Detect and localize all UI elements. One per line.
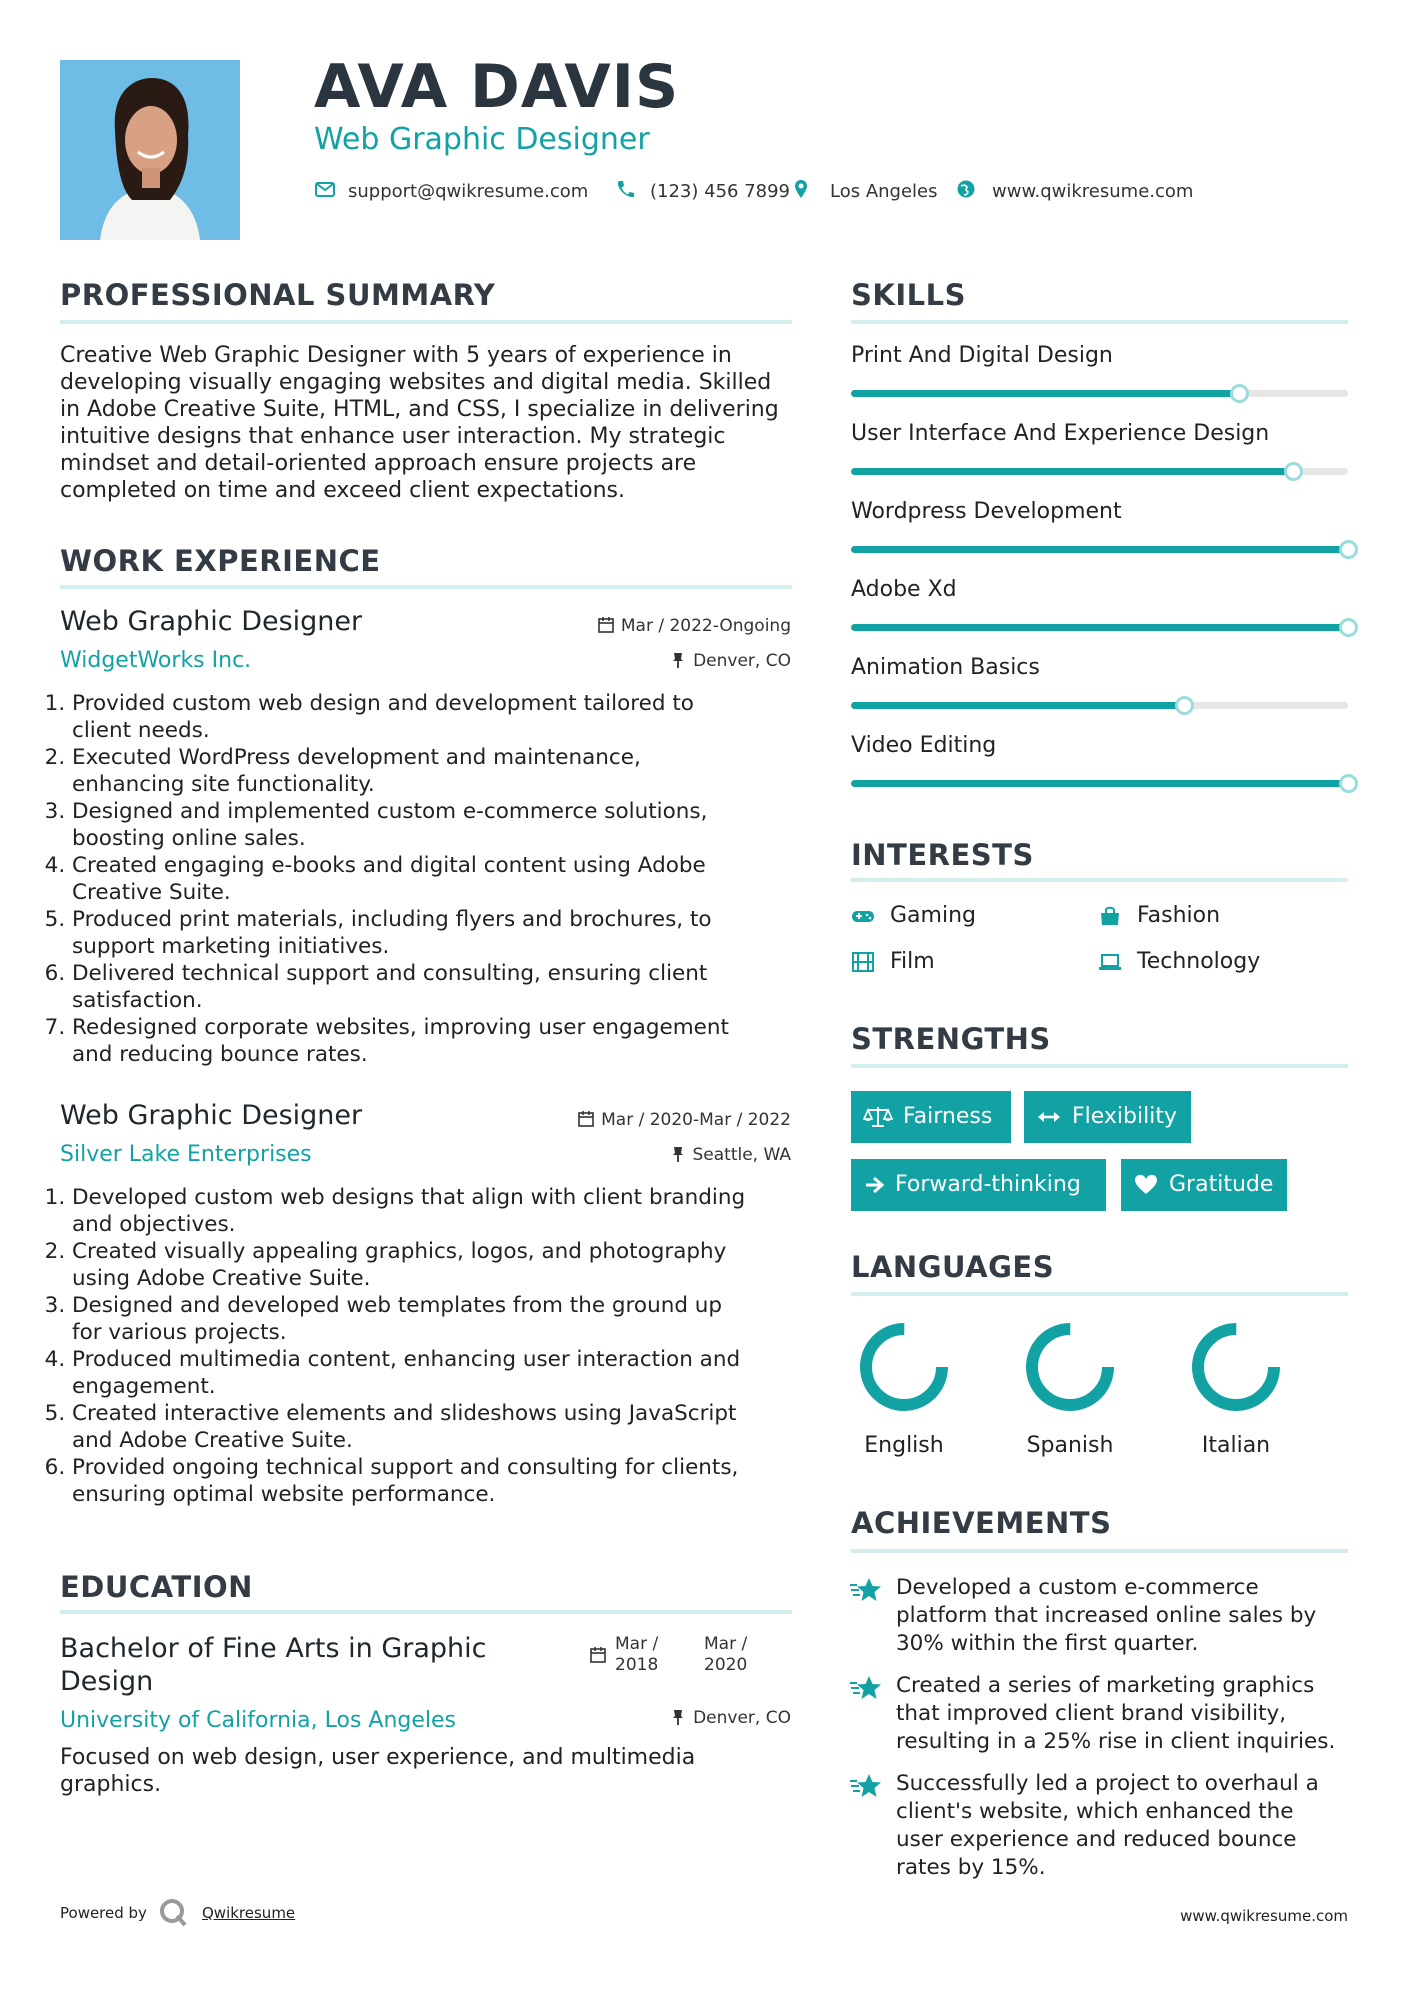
skills-divider xyxy=(851,320,1348,324)
star-trophy-icon xyxy=(849,1674,883,1704)
language-label: Spanish xyxy=(1026,1433,1114,1458)
strength-chip-forward-thinking: Forward-thinking xyxy=(851,1159,1106,1211)
job-2-location xyxy=(671,1145,792,1165)
profile-photo xyxy=(60,60,240,240)
school-name: University of California, Los Angeles xyxy=(60,1708,457,1733)
double-arrow-icon xyxy=(1036,1105,1062,1129)
skill-label: User Interface And Experience Design xyxy=(851,421,1270,446)
degree-line: Design xyxy=(60,1666,154,1697)
interest-technology: Technology xyxy=(1098,949,1260,974)
duty-item: 1. Developed custom web designs that align with client branding and objectives. xyxy=(72,1184,812,1238)
film-icon xyxy=(851,951,875,973)
phone-icon xyxy=(614,178,636,200)
summary-line: developing visually engaging websites and digital media. Skilled xyxy=(60,370,772,395)
pin-icon xyxy=(671,651,685,669)
summary-text xyxy=(60,342,800,504)
interests-divider xyxy=(851,878,1348,882)
skill-label: Wordpress Development xyxy=(851,499,1122,524)
shopping-bag-icon xyxy=(1098,905,1122,927)
skill-label: Video Editing xyxy=(851,733,997,758)
experience-divider xyxy=(60,585,792,589)
pin-icon xyxy=(671,1708,685,1726)
duty-item: 4. Produced multimedia content, enhancing user interaction and engagement. xyxy=(72,1346,812,1400)
duty-item: 5. Created interactive elements and slideshows using JavaScript and Adobe Creative Suite. xyxy=(72,1400,812,1454)
duty-item: 7. Redesigned corporate websites, improving user engagement and reducing bounce rates. xyxy=(72,1014,812,1068)
contact-email[interactable]: support@qwikresume.com xyxy=(348,181,589,202)
duty-item: 2. Created visually appealing graphics, logos, and photography using Adobe Creative Suite. xyxy=(72,1238,812,1292)
summary-line: mindset and detail-oriented approach ensure projects are xyxy=(60,451,697,476)
strength-chip-flexibility: Flexibility xyxy=(1024,1091,1191,1143)
laptop-icon xyxy=(1098,951,1122,973)
skill-progress-track xyxy=(851,702,1348,709)
skill-progress-fill xyxy=(851,780,1348,787)
summary-line: in Adobe Creative Suite, HTML, and CSS, I specialize in delivering xyxy=(60,397,779,422)
duty-item: 1. Provided custom web design and development tailored to client needs. xyxy=(72,690,812,744)
skill-progress-knob xyxy=(1284,462,1303,481)
summary-line: Creative Web Graphic Designer with 5 years of experience in xyxy=(60,343,732,368)
skill-progress-fill xyxy=(851,468,1293,475)
duty-item: 3. Designed and implemented custom e-commerce solutions, boosting online sales. xyxy=(72,798,812,852)
balance-scale-icon xyxy=(863,1105,893,1129)
calendar-icon xyxy=(597,616,615,634)
degree-title xyxy=(60,1632,487,1698)
skill-progress-track xyxy=(851,390,1348,397)
job-2-dates xyxy=(577,1110,791,1130)
pin-icon xyxy=(671,1145,685,1163)
job-2-duties xyxy=(52,1184,812,1508)
strength-chip-fairness: Fairness xyxy=(851,1091,1011,1143)
duty-item: 3. Designed and developed web templates from the ground up for various projects. xyxy=(72,1292,812,1346)
job-2-dates-text: Mar / 2020-Mar / 2022 xyxy=(601,1110,791,1130)
globe-icon xyxy=(955,178,977,200)
interest-film: Film xyxy=(851,949,935,974)
gamepad-icon xyxy=(851,905,875,927)
skill-label: Adobe Xd xyxy=(851,577,957,602)
language-proficiency-arc xyxy=(1198,1329,1274,1405)
education-location-text: Denver, CO xyxy=(693,1708,791,1728)
skill-progress-fill xyxy=(851,390,1239,397)
skill-progress-track xyxy=(851,468,1348,475)
duty-item: 2. Executed WordPress development and maintenance, enhancing site functionality. xyxy=(72,744,812,798)
skill-progress-fill xyxy=(851,546,1348,553)
duty-item: 4. Created engaging e-books and digital content using Adobe Creative Suite. xyxy=(72,852,812,906)
job-1-location-text: Denver, CO xyxy=(693,651,791,671)
education-start-date: Mar / 2018 xyxy=(615,1634,659,1675)
duty-item: 6. Provided ongoing technical support and consulting for clients, ensuring optimal website performance. xyxy=(72,1454,812,1508)
powered-by-label: Powered by xyxy=(60,1904,147,1922)
skill-progress-knob xyxy=(1339,540,1358,559)
job-1-dates-text: Mar / 2022-Ongoing xyxy=(620,616,791,636)
languages-divider xyxy=(851,1292,1348,1296)
skill-progress-track xyxy=(851,624,1348,631)
arrow-right-icon xyxy=(863,1173,885,1197)
summary-heading: PROFESSIONAL SUMMARY xyxy=(60,278,496,312)
achievements-divider xyxy=(851,1549,1348,1553)
strength-chip-gratitude: Gratitude xyxy=(1121,1159,1287,1211)
skill-label: Print And Digital Design xyxy=(851,343,1113,368)
skill-progress-track xyxy=(851,780,1348,787)
education-end-date: Mar / 2020 xyxy=(704,1634,748,1675)
job-1-duties xyxy=(52,690,812,1068)
job-2-company: Silver Lake Enterprises xyxy=(60,1142,312,1167)
strengths-heading: STRENGTHS xyxy=(851,1022,1051,1056)
education-location xyxy=(671,1708,791,1728)
interests-heading: INTERESTS xyxy=(851,838,1034,872)
achievement-item: Created a series of marketing graphics that improved client brand visibility, resulting in a 25% rise in client inquiries. xyxy=(896,1673,1336,1754)
calendar-icon xyxy=(577,1110,595,1128)
duty-item: 5. Produced print materials, including flyers and brochures, to support marketing initiatives. xyxy=(72,906,812,960)
interest-gaming: Gaming xyxy=(851,903,976,928)
footer-website[interactable]: www.qwikresume.com xyxy=(1180,1907,1348,1925)
summary-line: completed on time and exceed client expectations. xyxy=(60,478,625,503)
skills-heading: SKILLS xyxy=(851,278,966,312)
candidate-name: AVA DAVIS xyxy=(314,52,680,122)
star-trophy-icon xyxy=(849,1576,883,1606)
job-title-headline: Web Graphic Designer xyxy=(314,122,650,157)
star-trophy-icon xyxy=(849,1772,883,1802)
language-label: Italian xyxy=(1201,1433,1271,1458)
job-1-company: WidgetWorks Inc. xyxy=(60,648,252,673)
skill-progress-fill xyxy=(851,702,1184,709)
skill-progress-knob xyxy=(1339,774,1358,793)
skill-progress-knob xyxy=(1339,618,1358,637)
contact-website[interactable]: www.qwikresume.com xyxy=(992,181,1194,202)
education-divider xyxy=(60,1610,792,1614)
languages-heading: LANGUAGES xyxy=(851,1250,1055,1284)
degree-line: Bachelor of Fine Arts in Graphic xyxy=(60,1633,487,1664)
language-proficiency-ring xyxy=(1020,1317,1120,1417)
qwikresume-link[interactable]: Qwikresume xyxy=(202,1904,296,1922)
duty-item: 6. Delivered technical support and consulting, ensuring client satisfaction. xyxy=(72,960,812,1014)
job-1-location xyxy=(671,651,791,671)
skill-progress-knob xyxy=(1230,384,1249,403)
achievement-item: Developed a custom e-commerce platform that increased online sales by 30% within the first quarter. xyxy=(896,1575,1317,1656)
envelope-icon xyxy=(314,178,336,200)
language-proficiency-arc xyxy=(1032,1329,1108,1405)
strengths-divider xyxy=(851,1064,1348,1068)
experience-heading: WORK EXPERIENCE xyxy=(60,544,381,578)
job-2-title: Web Graphic Designer xyxy=(60,1100,363,1131)
job-2-location-text: Seattle, WA xyxy=(692,1145,791,1165)
qwikresume-logo-icon xyxy=(158,1897,188,1927)
calendar-icon xyxy=(589,1646,607,1664)
language-label: English xyxy=(864,1433,944,1458)
summary-divider xyxy=(60,320,792,324)
achievement-item: Successfully led a project to overhaul a client's website, which enhanced the user experience and reduced bounce rates by 15%. xyxy=(896,1771,1319,1880)
interest-fashion: Fashion xyxy=(1098,903,1220,928)
education-description: Focused on web design, user experience, and multimedia graphics. xyxy=(60,1745,696,1797)
achievements-heading: ACHIEVEMENTS xyxy=(851,1506,1112,1540)
education-heading: EDUCATION xyxy=(60,1570,253,1604)
map-marker-icon xyxy=(790,178,812,200)
contact-phone[interactable]: (123) 456 7899 xyxy=(650,181,791,202)
job-1-title: Web Graphic Designer xyxy=(60,606,363,637)
contact-location: Los Angeles xyxy=(830,181,938,202)
language-proficiency-arc xyxy=(866,1329,942,1405)
language-proficiency-ring xyxy=(1186,1317,1286,1417)
heart-icon xyxy=(1133,1173,1159,1197)
job-1-dates xyxy=(597,616,791,636)
skill-progress-track xyxy=(851,546,1348,553)
skill-progress-fill xyxy=(851,624,1348,631)
summary-line: intuitive designs that enhance user interaction. My strategic xyxy=(60,424,726,449)
language-proficiency-ring xyxy=(854,1317,954,1417)
skill-progress-knob xyxy=(1175,696,1194,715)
skill-label: Animation Basics xyxy=(851,655,1040,680)
